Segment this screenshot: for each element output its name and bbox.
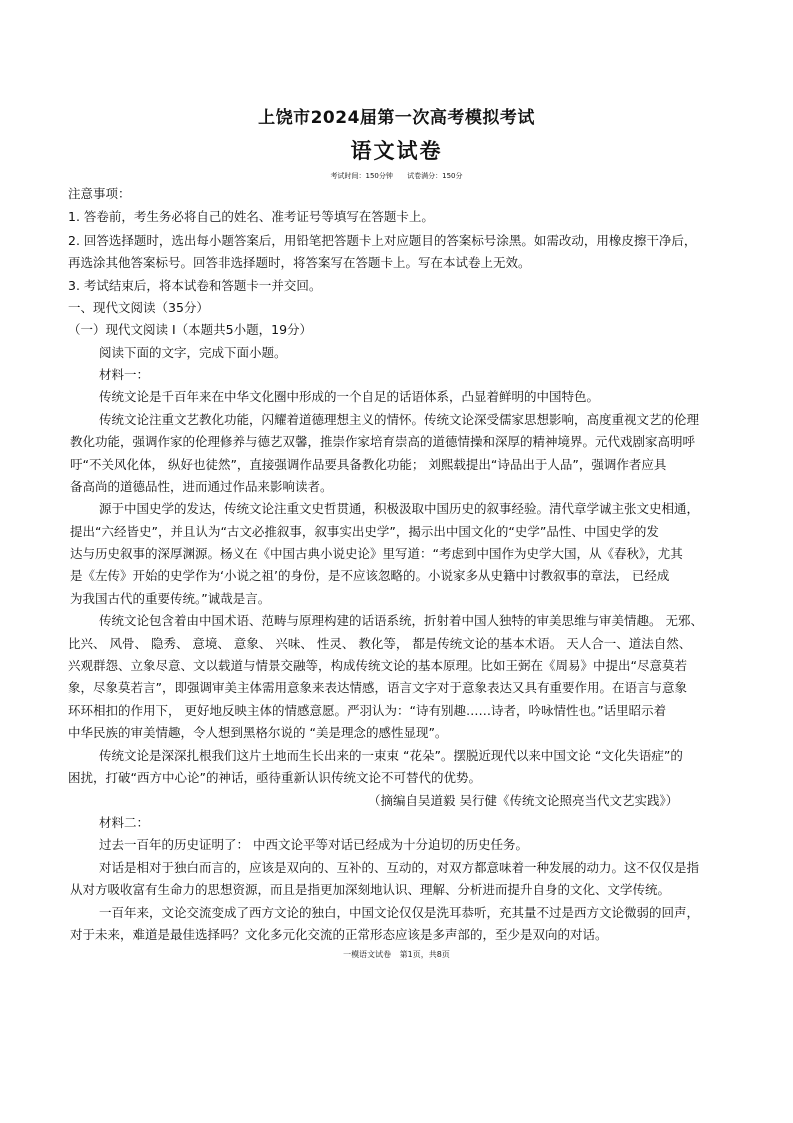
paragraph-line: 对话是相对于独白而言的，应该是双向的、互补的、互动的，对双方都意味着一种发展的动力。这不仅仅是指 bbox=[99, 860, 700, 875]
instruction-line: 阅读下面的文字，完成下面小题。 bbox=[99, 345, 287, 360]
paragraph-line: 是《左传》开始的史学作为‘小说之祖’的身份，是不应该忽略的。小说家多从史籍中讨教叙事的章法， 已经成 bbox=[70, 568, 670, 583]
notice-item-2-cont: 再选涂其他答案标号。回答非选择题时，将答案写在答题卡上。写在本试卷上无效。 bbox=[68, 255, 531, 270]
paragraph-line: 吁“不关风化体， 纵好也徒然”，直接强调作品要具备教化功能； 刘熙载提出“诗品出于人品”，强调作者应具 bbox=[70, 457, 667, 472]
paragraph-line: 环环相扣的作用下， 更好地反映主体的情感意愿。严羽认为：“诗有别趣……诗者，吟咏情性也。”话里昭示着 bbox=[68, 703, 667, 718]
page-footer bbox=[0, 949, 793, 960]
paragraph-line: 对于未来，难道是最佳选择吗？文化多元化交流的正常形态应该是多声部的，至少是双向的对话。 bbox=[70, 927, 608, 942]
paragraph-line: 传统文论是深深扎根我们这片土地而生长出来的一束束 “花朵”。摆脱近现代以来中国文论 “文化失语症”的 bbox=[99, 748, 683, 763]
source-citation: （摘编自吴道毅 吴行健《传统文论照亮当代文艺实践》） bbox=[368, 793, 679, 808]
footer-exam-name: 一模语文试卷 bbox=[343, 950, 392, 959]
paragraph-line: 困扰，打破“西方中心论”的神话，亟待重新认识传统文论不可替代的优势。 bbox=[68, 770, 481, 785]
paragraph-line: 比兴、 风骨、 隐秀、 意境、 意象、 兴味、 性灵、 教化等， 都是传统文论的基本术语。 天人合一、道法自然、 bbox=[68, 636, 692, 651]
full-score: 试卷满分：150分 bbox=[407, 172, 463, 180]
paragraph-line: 提出“六经皆史”，并且认为“古文必推叙事，叙事实出史学”，揭示出中国文化的“史学”品性、中国史学的发 bbox=[70, 524, 659, 539]
paragraph-line: 一百年来，文论交流变成了西方文论的独白，中国文论仅仅是洗耳恭听，充其量不过是西方文论微弱的回声， bbox=[99, 905, 700, 920]
paragraph-line: 中华民族的审美情趣，令人想到黑格尔说的 “美是理念的感性显现”。 bbox=[68, 725, 448, 740]
paragraph-line: 传统文论是千百年来在中华文化圈中形成的一个自足的话语体系，凸显着鲜明的中国特色。 bbox=[99, 389, 600, 404]
footer-page-number: 第1页，共8页 bbox=[399, 950, 450, 959]
paragraph-line: 象，尽象莫若言”，即强调审美主体需用意象来表达情感，语言文字对于意象表达又具有重要作用。在语言与意象 bbox=[68, 680, 687, 695]
paragraph-line: 传统文论包含着由中国术语、范畴与原理构建的话语系统，折射着中国人独特的审美思维与审美情趣。 无邪、 bbox=[99, 613, 703, 628]
paragraph-line: 教化功能，强调作家的伦理修养与德艺双馨，推崇作家培育崇高的道德情操和深厚的精神境界。元代戏剧家高明呼 bbox=[70, 434, 696, 449]
notice-item-3: 3. 考试结束后，将本试卷和答题卡一并交回。 bbox=[68, 278, 322, 293]
material-2-label: 材料二： bbox=[99, 815, 150, 830]
section-heading: 一、现代文阅读（35分） bbox=[68, 300, 209, 315]
subject-title: 语文试卷 bbox=[350, 139, 443, 163]
subsection-heading: （一）现代文阅读 Ⅰ（本题共5小题，19分） bbox=[68, 322, 313, 337]
paragraph-line: 达与历史叙事的深厚渊源。杨义在《中国古典小说史论》里写道：“考虑到中国作为史学大国，从《春秋》，尤其 bbox=[70, 546, 683, 561]
notice-item-1: 1. 答卷前，考生务必将自己的姓名、准考证号等填写在答题卡上。 bbox=[68, 209, 434, 224]
notice-heading: 注意事项： bbox=[68, 186, 131, 201]
exam-title: 上饶市2024届第一次高考模拟考试 bbox=[258, 108, 535, 128]
paragraph-line: 传统文论注重文艺教化功能，闪耀着道德理想主义的情怀。传统文论深受儒家思想影响，高度重视文艺的伦理 bbox=[99, 412, 700, 427]
exam-time: 考试时间：150分钟 bbox=[330, 172, 393, 180]
paragraph-line: 源于中国史学的发达，传统文论注重文史哲贯通，积极汲取中国历史的叙事经验。清代章学诚主张文史相通， bbox=[99, 501, 700, 516]
paragraph-line: 备高尚的道德品性，进而通过作品来影响读者。 bbox=[70, 479, 333, 494]
exam-meta bbox=[0, 171, 793, 181]
paragraph-line: 兴观群怨、立象尽意、文以载道与情景交融等，构成传统文论的基本原理。比如王弼在《周易》中提出“尽意莫若 bbox=[68, 658, 687, 673]
paragraph-line: 过去一百年的历史证明了： 中西文论平等对话已经成为十分迫切的历史任务。 bbox=[99, 837, 528, 852]
notice-item-2: 2. 回答选择题时，选出每小题答案后，用铅笔把答题卡上对应题目的答案标号涂黑。如需改动，用橡皮擦干净后， bbox=[68, 233, 697, 248]
paragraph-line: 为我国古代的重要传统。”诚哉是言。 bbox=[70, 591, 271, 606]
paragraph-line: 从对方吸收富有生命力的思想资源，而且是指更加深刻地认识、理解、分析进而提升自身的文化、文学传统。 bbox=[70, 882, 671, 897]
material-1-label: 材料一： bbox=[99, 367, 150, 382]
